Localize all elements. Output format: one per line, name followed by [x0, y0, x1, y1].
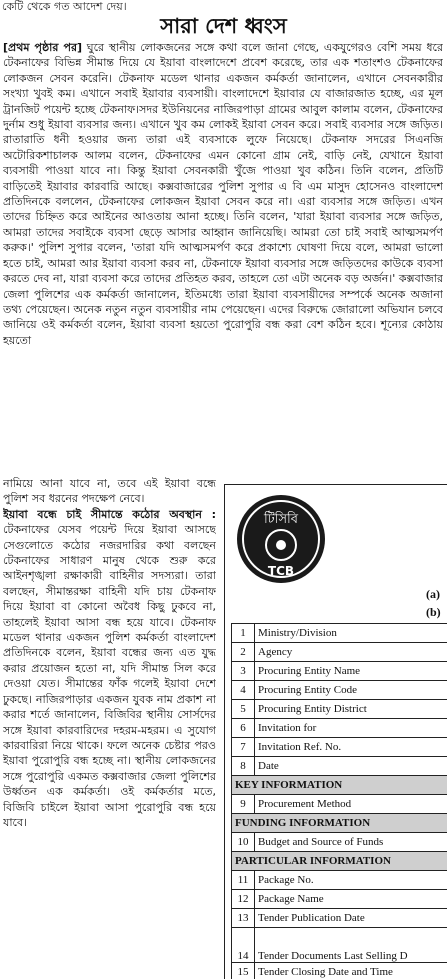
- row-number: 7: [232, 738, 255, 757]
- article-headline: সারা দেশ ধ্বংস: [0, 14, 447, 38]
- table-row: [232, 833, 447, 852]
- row-number: 6: [232, 719, 255, 738]
- table-row: [232, 719, 447, 738]
- row-label: Package No.: [255, 871, 447, 890]
- article-subsection: [3, 507, 216, 831]
- article-body-top: [3, 40, 443, 474]
- table-row: [232, 963, 447, 979]
- section-funding-information: [232, 814, 447, 833]
- row-number: 12: [232, 890, 255, 909]
- previous-article-fragment: কেটি থেকে গত আদেশ দেয়।: [2, 0, 162, 14]
- section-heading: PARTICULAR INFORMATION: [232, 852, 447, 871]
- row-label: Procuring Entity Code: [255, 681, 447, 700]
- table-row: [232, 624, 447, 643]
- row-number: 5: [232, 700, 255, 719]
- logo-bangla-text: টিসিবি: [263, 511, 299, 527]
- table-row: [232, 795, 447, 814]
- section-heading: KEY INFORMATION: [232, 776, 447, 795]
- row-number: 14: [232, 928, 255, 963]
- row-label: Agency: [255, 643, 447, 662]
- row-label: Date: [255, 757, 447, 776]
- row-number: 11: [232, 871, 255, 890]
- table-row: [232, 871, 447, 890]
- subsection-heading: ইয়াবা বন্ধে চাই সীমান্তে কঠোর অবস্থান :: [3, 508, 216, 521]
- row-number: 13: [232, 909, 255, 928]
- table-row: [232, 909, 447, 928]
- row-label: Procurement Method: [255, 795, 447, 814]
- row-number: 3: [232, 662, 255, 681]
- row-label: Budget and Source of Funds: [255, 833, 447, 852]
- article-paragraph: [3, 40, 443, 348]
- table-row: [232, 643, 447, 662]
- row-number: 4: [232, 681, 255, 700]
- article-body-left-column: [3, 476, 216, 976]
- row-label: Ministry/Division: [255, 624, 447, 643]
- subsection-text: টেকনাফের যেসব পয়েন্ট দিয়ে ইয়াবা আসছে সেগুলোতে কঠোর নজরদারির কথা বলছেন টেকনাফের সাধারণ মানুষ থেকে শুরু করে আইনশৃঙ্খলা রক্ষাকারী বাহিনীর সদস্যরা। তারা বলছেন, সীমান্তরক্ষা বাহিনী যদি চায় টেকনাফ দিয়ে ইয়াবা বা কোনো অবৈধ কিছু ঢুকবে না, তাহলেই ইয়াবা আসা বন্ধ হয়ে যাবে। টেকনাফ মডেল থানার একজন পুলিশ কর্মকর্তা বাংলাদেশ প্রতিদিনকে বলেন, ইয়াবা বন্ধের জন্য এত যুদ্ধ করার প্রয়োজন হতো না, যদি সীমান্ত সিল করে দেওয়া যেত। সীমান্তের ফাঁক গলেই ইয়াবা দেশে ঢুকছে। নাজিরপাড়ার একজন যুবক নাম প্রকাশ না করার শর্তে জানালেন, বিজিবির স্থানীয় সোর্সদের সঙ্গে ইয়াবা কারবারিদের দহরম-মহরম। এ সুযোগ কারবারিরা নিয়ে থাকে। ফলে অনেক চেষ্টার পরও ইয়াবা পুরোপুরি বন্ধ হচ্ছে না। স্থানীয় লোকজনের সঙ্গে পুরোপুরি একমত কক্সবাজার জেলা পুলিশের উর্ধ্বতন এক কর্মকর্তা। ওই কর্মকর্তার মতে, বিজিবি চাইলে ইয়াবা আসা পুরোপুরি বন্ধ হয়ে যাবে।: [3, 523, 216, 829]
- table-row: [232, 700, 447, 719]
- tcb-logo: [235, 493, 327, 585]
- table-row: [232, 757, 447, 776]
- side-labels: [426, 585, 446, 621]
- row-label: Invitation Ref. No.: [255, 738, 447, 757]
- row-number: 8: [232, 757, 255, 776]
- row-label: Package Name: [255, 890, 447, 909]
- table-row: [232, 738, 447, 757]
- row-label: Procuring Entity District: [255, 700, 447, 719]
- row-number: 2: [232, 643, 255, 662]
- lead-label: [প্রথম পৃষ্ঠার পর]: [3, 41, 82, 54]
- row-label: Procuring Entity Name: [255, 662, 447, 681]
- section-particular-information: [232, 852, 447, 871]
- article-text: ঘুরে স্থানীয় লোকজনের সঙ্গে কথা বলে জানা গেছে, একযুগেরও বেশি সময় ধরে টেকনাফের বিভিন্ন সীমান্ত দিয়ে যে ইয়াবা বাংলাদেশে প্রবেশ করেছে, তার এক শতাংশও টেকনাফের লোকজন সেবন করেনি। টেকনাফ মডেল থানার একজন কর্মকর্তা জানালেন, এখানে সেবনকারীর সংখ্যা খুবই কম। এখানে সবাই ইয়াবার ব্যবসায়ী। বাংলাদেশে ইয়াবার যে বাজারজাত হচ্ছে, এর মূল ট্রানজিট পয়েন্ট হচ্ছে টেকনাফ।সদর ইউনিয়নের নাজিরপাড়া গ্রামের আবুল কালাম বলেন, টেকনাফের দুর্নাম শুধু ইয়াবা ব্যবসার জন্য। এখানে খুব কম লোকই ইয়াবা সেবন করে। সবাই ব্যবসার সঙ্গে জড়িত। রাতারাতি ধনী হওয়ার জন্য তারা এই ব্যবসাকে লুফে নিয়েছে। টেকনাফ সদরের সিএনজি অটোরিকশাচালক আলম বলেন, টেকনাফের এমন কোনো গ্রাম নেই, বাড়ি নেই, যেখানে ইয়াবা ব্যবসায়ী পাওয়া যাবে না। কিন্তু ইয়াবা সেবনকারী খুঁজে পাওয়া খুব কঠিন। তিনি বলেন, প্রতিটি বাড়িতেই ইয়াবার কারবারি আছে। কক্সবাজারের পুলিশ সুপার এ বি এম মাসুদ হোসেনও বাংলাদেশ প্রতিদিনকে বললেন, টেকনাফের লোকজন ইয়াবা সেবন করে না। এরা ব্যবসার সঙ্গে জড়িত। এখন তাদের চিহ্নিত করে আইনের আওতায় আনা হচ্ছে। তিনি বলেন, 'যারা ইয়াবা ব্যবসার সঙ্গে জড়িত, আমরা তাদের সবাইকে ব্যবসা ছেড়ে আসার আহ্বান জানিয়েছি। আমরা তো চাই সবাই আত্মসমর্পণ করুক।' পুলিশ সুপার বলেন, 'তারা যদি আত্মসমর্পণ করে প্রকাশ্যে ঘোষণা দিয়ে বলে, আমরা ভালো হতে চাই, আমরা আর ইয়াবা ব্যবসা করব না, টেকনাফে ইয়াবা ব্যবসার সঙ্গে জড়িতদের কাউকে ব্যবসা করতে দেব না, যারা ব্যবসা করে তাদের প্রতিহত করব, তাহলে তো এটা অনেক বড় অর্জন।' কক্সবাজার জেলা পুলিশের এক কর্মকর্তা জানালেন, ইতিমধ্যে তারা ইয়াবা ব্যবসায়ীদের সম্পর্কে অনেক অজানা তথ্য পেয়েছেন। অনেক নতুন নতুন ব্যবসায়ীর নাম পেয়েছেন। এদের বিরুদ্ধে জোরালো অভিযান চলবে জানিয়ে ওই কর্মকর্তা বলেন, ইয়াবা ব্যবসা হয়তো পুরোপুরি বন্ধ করা বেশ কঠিন হবে। শূন্যের কোঠায় হয়তো: [3, 41, 443, 347]
- tender-notice: [224, 484, 447, 979]
- table-row: [232, 890, 447, 909]
- tender-info-table: [231, 623, 447, 979]
- table-row: [232, 681, 447, 700]
- row-label: Tender Publication Date: [255, 909, 447, 928]
- logo-text: TCB: [268, 564, 294, 578]
- row-label: Tender Documents Last Selling D: [255, 928, 447, 963]
- article-continuation: নামিয়ে আনা যাবে না, তবে এই ইয়াবা বন্ধে পুলিশ সব ধরনের পদক্ষেপ নেবে।: [3, 476, 216, 507]
- side-label-b: (b): [426, 603, 446, 621]
- row-number: 10: [232, 833, 255, 852]
- row-label: Tender Closing Date and Time: [255, 963, 447, 979]
- table-row: [232, 928, 447, 963]
- side-label-a: (a): [426, 585, 446, 603]
- section-key-information: [232, 776, 447, 795]
- table-row: [232, 662, 447, 681]
- row-number: 9: [232, 795, 255, 814]
- row-label: Invitation for: [255, 719, 447, 738]
- section-heading: FUNDING INFORMATION: [232, 814, 447, 833]
- row-number: 1: [232, 624, 255, 643]
- row-number: 15: [232, 963, 255, 979]
